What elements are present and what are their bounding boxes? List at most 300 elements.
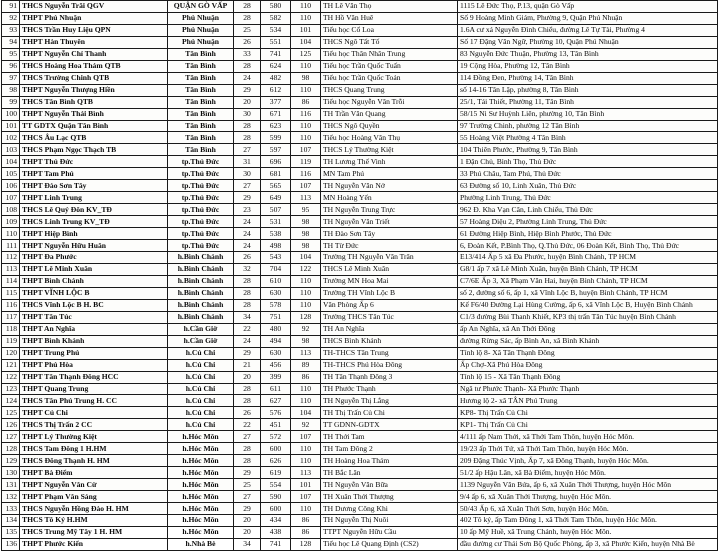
candidates-cell: 451 <box>261 419 291 431</box>
district-cell: h.Hóc Môn <box>168 467 234 479</box>
address-cell: E13/414 Ấp 5 xã Đa Phước, huyện Bình Chánh, TP HCM <box>458 252 718 264</box>
school-name-cell: THPT Lý Thường Kiệt <box>20 431 168 443</box>
exam-site-cell: TH Đào Sơn Tây <box>321 228 458 240</box>
table-row <box>2 443 718 455</box>
candidates-cell: 498 <box>261 240 291 252</box>
staff-cell: 107 <box>291 180 321 192</box>
district-cell: Phú Nhuận <box>168 36 234 48</box>
address-cell: Kế F6/40 Đường Lại Hùng Cường, ấp 6, xã Vĩnh Lộc B, Huyện Bình Chánh <box>458 299 718 311</box>
candidates-cell: 696 <box>261 156 291 168</box>
table-row <box>2 526 718 538</box>
school-name-cell: THPT Đào Sơn Tây <box>20 180 168 192</box>
staff-cell: 110 <box>291 84 321 96</box>
table-row <box>2 419 718 431</box>
candidates-cell: 630 <box>261 347 291 359</box>
staff-cell: 98 <box>291 72 321 84</box>
address-cell: 58/15 Ni Sư Huỳnh Liên, phường 10, Tân Bình <box>458 108 718 120</box>
candidates-cell: 597 <box>261 144 291 156</box>
school-name-cell: THPT Trung Phú <box>20 347 168 359</box>
address-cell: Tỉnh lộ 15 - Xã Tân Thạnh Đông <box>458 371 718 383</box>
address-cell: 962 Đ. Kha Vạn Cân, Linh Chiểu, Thủ Đức <box>458 204 718 216</box>
staff-cell: 98 <box>291 240 321 252</box>
exam-site-cell: TH Thới Tam <box>321 431 458 443</box>
table-row <box>2 228 718 240</box>
school-name-cell: THPT Nguyễn Hữu Huân <box>20 240 168 252</box>
school-name-cell: THCS Lê Quý Đôn KV_TĐ <box>20 204 168 216</box>
rooms-cell: 28 <box>234 275 261 287</box>
rooms-cell: 23 <box>234 204 261 216</box>
school-name-cell: THCS Tô Ký H.HM <box>20 514 168 526</box>
address-cell: C1/3 đường Bùi Thanh Khiết, KP3 thị trấn Tân Túc huyện Bình Chánh <box>458 311 718 323</box>
candidates-cell: 494 <box>261 335 291 347</box>
table-row <box>2 359 718 371</box>
address-cell: Phường Linh Trung, Thủ Đức <box>458 192 718 204</box>
address-cell: 1139 Nguyễn Văn Bứa, ấp 6, xã Xuân Thới Thượng, huyện Hóc Môn <box>458 479 718 491</box>
rooms-cell: 24 <box>234 216 261 228</box>
address-cell: Hương lộ 2- xã TÂN Phú Trung <box>458 395 718 407</box>
row-number-cell: 131 <box>2 479 20 491</box>
candidates-cell: 704 <box>261 263 291 275</box>
rooms-cell: 26 <box>234 36 261 48</box>
table-row <box>2 311 718 323</box>
district-cell: h.Củ Chi <box>168 359 234 371</box>
row-number-cell: 100 <box>2 108 20 120</box>
exam-site-cell: TH Lê Văn Thọ <box>321 1 458 13</box>
staff-cell: 107 <box>291 144 321 156</box>
exam-site-cell: THCS Lý Thường Kiệt <box>321 144 458 156</box>
table-row <box>2 503 718 515</box>
table-row <box>2 96 718 108</box>
district-cell: h.Bình Chánh <box>168 287 234 299</box>
district-cell: Tân Bình <box>168 96 234 108</box>
candidates-cell: 630 <box>261 287 291 299</box>
staff-cell: 116 <box>291 108 321 120</box>
school-name-cell: THPT Nguyễn Thái Bình <box>20 108 168 120</box>
rooms-cell: 29 <box>234 84 261 96</box>
rooms-cell: 24 <box>234 72 261 84</box>
candidates-cell: 580 <box>261 1 291 13</box>
address-cell: KP1- Thị Trấn Củ Chi <box>458 419 718 431</box>
table-row <box>2 48 718 60</box>
row-number-cell: 130 <box>2 467 20 479</box>
rooms-cell: 28 <box>234 132 261 144</box>
table-row <box>2 192 718 204</box>
table-row <box>2 120 718 132</box>
address-cell: 97 Trường Chinh, phường 12 Tân Bình <box>458 120 718 132</box>
staff-cell: 104 <box>291 252 321 264</box>
staff-cell: 125 <box>291 48 321 60</box>
staff-cell: 104 <box>291 36 321 48</box>
rooms-cell: 29 <box>234 467 261 479</box>
school-name-cell: THPT Phú Hòa <box>20 359 168 371</box>
row-number-cell: 124 <box>2 395 20 407</box>
staff-cell: 86 <box>291 371 321 383</box>
school-name-cell: THCS Nguyễn Hồng Đào H. HM <box>20 503 168 515</box>
exam-site-cell: THCS Quang Trung <box>321 84 458 96</box>
rooms-cell: 20 <box>234 526 261 538</box>
row-number-cell: 101 <box>2 120 20 132</box>
candidates-cell: 456 <box>261 359 291 371</box>
address-cell: 6, Đoàn Kết, P.Bình Thọ, Q.Thủ Đức, 06 Đoàn Kết, Bình Thọ, Thủ Đức <box>458 240 718 252</box>
district-cell: h.Hóc Môn <box>168 431 234 443</box>
address-cell: 1115 Lê Đức Thọ, P.13, quận Gò Vấp <box>458 1 718 13</box>
candidates-cell: 627 <box>261 395 291 407</box>
school-name-cell: THPT Phú Nhuận <box>20 12 168 24</box>
address-cell: ấp An Nghĩa, xã An Thới Đông <box>458 323 718 335</box>
exam-site-cell: TH Trần Văn Quang <box>321 108 458 120</box>
district-cell: Tân Bình <box>168 72 234 84</box>
exam-site-cell: THCS Ngô Tất Tố <box>321 36 458 48</box>
district-cell: tp.Thủ Đức <box>168 204 234 216</box>
row-number-cell: 96 <box>2 60 20 72</box>
row-number-cell: 92 <box>2 12 20 24</box>
district-cell: Phú Nhuận <box>168 12 234 24</box>
staff-cell: 107 <box>291 491 321 503</box>
candidates-cell: 482 <box>261 72 291 84</box>
row-number-cell: 129 <box>2 455 20 467</box>
row-number-cell: 134 <box>2 514 20 526</box>
district-cell: h.Củ Chi <box>168 347 234 359</box>
district-cell: Phú Nhuận <box>168 24 234 36</box>
address-cell: 10 ấp Mỹ Huề, xã Trung Chánh, huyện Hóc Môn. <box>458 526 718 538</box>
rooms-cell: 22 <box>234 419 261 431</box>
table-row <box>2 72 718 84</box>
row-number-cell: 118 <box>2 323 20 335</box>
staff-cell: 110 <box>291 503 321 515</box>
table-row <box>2 383 718 395</box>
row-number-cell: 111 <box>2 240 20 252</box>
school-name-cell: THPT Phước Kiển <box>20 538 168 550</box>
candidates-cell: 543 <box>261 252 291 264</box>
row-number-cell: 104 <box>2 156 20 168</box>
table-row <box>2 299 718 311</box>
table-row <box>2 216 718 228</box>
address-cell: 25/1, Tái Thiết, Phường 11, Tân Bình <box>458 96 718 108</box>
row-number-cell: 93 <box>2 24 20 36</box>
rooms-cell: 30 <box>234 108 261 120</box>
row-number-cell: 120 <box>2 347 20 359</box>
row-number-cell: 114 <box>2 275 20 287</box>
school-name-cell: THPT Đa Phước <box>20 252 168 264</box>
district-cell: h.Bình Chánh <box>168 299 234 311</box>
row-number-cell: 123 <box>2 383 20 395</box>
table-row <box>2 24 718 36</box>
rooms-cell: 29 <box>234 192 261 204</box>
rooms-cell: 28 <box>234 383 261 395</box>
school-name-cell: THPT Nguyễn Văn Cừ <box>20 479 168 491</box>
school-name-cell: THPT Nguyễn Thượng Hiền <box>20 84 168 96</box>
row-number-cell: 98 <box>2 84 20 96</box>
district-cell: Tân Bình <box>168 60 234 72</box>
district-cell: tp.Thủ Đức <box>168 168 234 180</box>
school-name-cell: THPT Bình Chánh <box>20 275 168 287</box>
address-cell: Ấp Chợ-Xã Phú Hòa Đông <box>458 359 718 371</box>
district-cell: Tân Bình <box>168 144 234 156</box>
row-number-cell: 110 <box>2 228 20 240</box>
exam-site-cell: TH Từ Đức <box>321 240 458 252</box>
table-row <box>2 514 718 526</box>
row-number-cell: 125 <box>2 407 20 419</box>
rooms-cell: 28 <box>234 395 261 407</box>
exam-site-cell: TH-THCS Tân Trung <box>321 347 458 359</box>
rooms-cell: 28 <box>234 299 261 311</box>
school-name-cell: THPT VĨNH LỘC B <box>20 287 168 299</box>
school-name-cell: THPT Thủ Đức <box>20 156 168 168</box>
staff-cell: 122 <box>291 263 321 275</box>
school-name-cell: TT GDTX Quận Tân Bình <box>20 120 168 132</box>
candidates-cell: 434 <box>261 514 291 526</box>
staff-cell: 86 <box>291 96 321 108</box>
district-cell: h.Củ Chi <box>168 383 234 395</box>
address-cell: 63 Đường số 10, Linh Xuân, Thủ Đức <box>458 180 718 192</box>
district-cell: tp.Thủ Đức <box>168 240 234 252</box>
row-number-cell: 133 <box>2 503 20 515</box>
table-row <box>2 467 718 479</box>
table-row <box>2 479 718 491</box>
exam-site-cell: TH Thị Trấn Củ Chi <box>321 407 458 419</box>
table-row <box>2 12 718 24</box>
row-number-cell: 103 <box>2 144 20 156</box>
staff-cell: 95 <box>291 204 321 216</box>
exam-site-cell: TTPT Nguyễn Hữu Cầu <box>321 526 458 538</box>
exam-site-cell: TT GDNN-GDTX <box>321 419 458 431</box>
table-row <box>2 323 718 335</box>
row-number-cell: 107 <box>2 192 20 204</box>
school-name-cell: THCS Nguyễn Trãi QGV <box>20 1 168 13</box>
school-name-cell: THPT Linh Trung <box>20 192 168 204</box>
staff-cell: 116 <box>291 168 321 180</box>
row-number-cell: 105 <box>2 168 20 180</box>
table-row <box>2 347 718 359</box>
staff-cell: 110 <box>291 60 321 72</box>
rooms-cell: 27 <box>234 431 261 443</box>
candidates-cell: 626 <box>261 455 291 467</box>
address-cell: G8/1 ấp 7 xã Lê Minh Xuân, huyện Bình Chánh, TP HCM <box>458 263 718 275</box>
candidates-cell: 565 <box>261 180 291 192</box>
staff-cell: 110 <box>291 395 321 407</box>
exam-site-cell: TH Phước Thạnh <box>321 383 458 395</box>
district-cell: h.Bình Chánh <box>168 311 234 323</box>
district-cell: Tân Bình <box>168 48 234 60</box>
table-row <box>2 108 718 120</box>
staff-cell: 101 <box>291 479 321 491</box>
candidates-cell: 649 <box>261 192 291 204</box>
district-cell: Tân Bình <box>168 84 234 96</box>
table-row <box>2 240 718 252</box>
candidates-cell: 551 <box>261 36 291 48</box>
exam-site-cell: TH Nguyễn Văn Bữa <box>321 479 458 491</box>
rooms-cell: 28 <box>234 1 261 13</box>
district-cell: h.Củ Chi <box>168 395 234 407</box>
candidates-cell: 554 <box>261 479 291 491</box>
school-name-cell: THCS Thị Trấn 2 CC <box>20 419 168 431</box>
staff-cell: 98 <box>291 335 321 347</box>
rooms-cell: 29 <box>234 347 261 359</box>
district-cell: h.Hóc Môn <box>168 443 234 455</box>
table-row <box>2 335 718 347</box>
district-cell: h.Cần Giờ <box>168 335 234 347</box>
exam-site-cell: THCS Ngô Quyền <box>321 120 458 132</box>
row-number-cell: 116 <box>2 299 20 311</box>
district-cell: tp.Thủ Đức <box>168 156 234 168</box>
row-number-cell: 119 <box>2 335 20 347</box>
exam-site-cell: TH-THCS Phú Hòa Đông <box>321 359 458 371</box>
candidates-cell: 507 <box>261 204 291 216</box>
rooms-cell: 24 <box>234 228 261 240</box>
row-number-cell: 122 <box>2 371 20 383</box>
candidates-cell: 531 <box>261 216 291 228</box>
exam-site-cell: TH Dương Công Khi <box>321 503 458 515</box>
candidates-cell: 538 <box>261 228 291 240</box>
row-number-cell: 117 <box>2 311 20 323</box>
staff-cell: 119 <box>291 156 321 168</box>
staff-cell: 110 <box>291 275 321 287</box>
table-row <box>2 60 718 72</box>
district-cell: h.Nhà Bè <box>168 538 234 550</box>
candidates-cell: 611 <box>261 383 291 395</box>
exam-site-cell: TH Xuân Thới Thượng <box>321 491 458 503</box>
school-list-table <box>1 0 718 551</box>
school-name-cell: THPT Hàn Thuyên <box>20 36 168 48</box>
exam-site-cell: THCS Bình Khánh <box>321 335 458 347</box>
district-cell: Tân Bình <box>168 132 234 144</box>
exam-site-cell: MN Tam Phú <box>321 168 458 180</box>
exam-site-cell: TH Tam Đông 2 <box>321 443 458 455</box>
staff-cell: 110 <box>291 443 321 455</box>
candidates-cell: 751 <box>261 311 291 323</box>
school-name-cell: THCS Hoàng Hoa Thám QTB <box>20 60 168 72</box>
district-cell: QUẬN GÒ VẤP <box>168 1 234 13</box>
address-cell: 1.6A cư xá Nguyễn Đình Chiểu, đường Lê Tự Tài, Phường 4 <box>458 24 718 36</box>
district-cell: h.Hóc Môn <box>168 455 234 467</box>
rooms-cell: 27 <box>234 180 261 192</box>
staff-cell: 113 <box>291 192 321 204</box>
rooms-cell: 27 <box>234 144 261 156</box>
address-cell: số 14-16 Tân Lập, phường 8, Tân Bình <box>458 84 718 96</box>
candidates-cell: 610 <box>261 275 291 287</box>
address-cell: Tỉnh lộ 8- Xã Tân Thạnh Đông <box>458 347 718 359</box>
row-number-cell: 132 <box>2 491 20 503</box>
row-number-cell: 127 <box>2 431 20 443</box>
address-cell: KP8- Thị Trấn Củ Chi <box>458 407 718 419</box>
rooms-cell: 31 <box>234 156 261 168</box>
row-number-cell: 106 <box>2 180 20 192</box>
row-number-cell: 91 <box>2 1 20 13</box>
exam-site-cell: TH Nguyễn Văn Triết <box>321 216 458 228</box>
district-cell: tp.Thủ Đức <box>168 228 234 240</box>
staff-cell: 113 <box>291 347 321 359</box>
staff-cell: 104 <box>291 407 321 419</box>
address-cell: đường Rừng Sác, ấp Bình An, xã Bình Khánh <box>458 335 718 347</box>
candidates-cell: 681 <box>261 168 291 180</box>
staff-cell: 128 <box>291 538 321 550</box>
exam-site-cell: TH Nguyễn Thị Lắng <box>321 395 458 407</box>
rooms-cell: 21 <box>234 359 261 371</box>
staff-cell: 98 <box>291 216 321 228</box>
rooms-cell: 20 <box>234 514 261 526</box>
address-cell: 4/111 ấp Nam Thới, xã Thới Tam Thôn, huyện Hóc Môn. <box>458 431 718 443</box>
exam-site-cell: Tiểu học Lê Quang Định (CS2) <box>321 538 458 550</box>
district-cell: h.Củ Chi <box>168 407 234 419</box>
staff-cell: 107 <box>291 431 321 443</box>
candidates-cell: 619 <box>261 467 291 479</box>
table-row <box>2 156 718 168</box>
staff-cell: 92 <box>291 323 321 335</box>
address-cell: đầu đường cư Thái Sơn Bộ Quốc Phòng, ấp 3, xã Phước Kiển, huyện Nhà Bè <box>458 538 718 550</box>
exam-site-cell: Trường MN Hoa Mai <box>321 275 458 287</box>
school-name-cell: THPT Củ Chi <box>20 407 168 419</box>
staff-cell: 98 <box>291 228 321 240</box>
school-name-cell: THCS Linh Trung KV_TĐ <box>20 216 168 228</box>
row-number-cell: 115 <box>2 287 20 299</box>
address-cell: Số 9 Hoàng Minh Giám, Phường 9, Quận Phú Nhuận <box>458 12 718 24</box>
school-name-cell: THCS Âu Lạc QTB <box>20 132 168 144</box>
candidates-cell: 671 <box>261 108 291 120</box>
row-number-cell: 108 <box>2 204 20 216</box>
rooms-cell: 25 <box>234 479 261 491</box>
candidates-cell: 582 <box>261 12 291 24</box>
candidates-cell: 623 <box>261 120 291 132</box>
table-row <box>2 263 718 275</box>
candidates-cell: 741 <box>261 48 291 60</box>
table-row <box>2 455 718 467</box>
staff-cell: 86 <box>291 514 321 526</box>
address-cell: 209 Đặng Thúc Vịnh, Ấp 7, xã Đông Thạnh, huyện Hóc Môn. <box>458 455 718 467</box>
district-cell: Tân Bình <box>168 108 234 120</box>
table-row <box>2 204 718 216</box>
exam-site-cell: TH Lương Thế Vinh <box>321 156 458 168</box>
district-cell: Tân Bình <box>168 120 234 132</box>
staff-cell: 110 <box>291 12 321 24</box>
exam-site-cell: Tiểu học Thân Nhân Trung <box>321 48 458 60</box>
address-cell: 19 Cộng Hòa, Phường 12, Tân Bình <box>458 60 718 72</box>
district-cell: h.Hóc Môn <box>168 526 234 538</box>
candidates-cell: 480 <box>261 323 291 335</box>
row-number-cell: 128 <box>2 443 20 455</box>
school-name-cell: THCS Tam Đông 1 H.HM <box>20 443 168 455</box>
rooms-cell: 34 <box>234 538 261 550</box>
table-row <box>2 431 718 443</box>
address-cell: 51/2 ấp Hậu Lân, xã Bà Điểm, huyện Hóc Môn. <box>458 467 718 479</box>
exam-site-cell: Tiểu học Trần Quốc Toản <box>321 72 458 84</box>
rooms-cell: 25 <box>234 24 261 36</box>
rooms-cell: 24 <box>234 240 261 252</box>
candidates-cell: 534 <box>261 24 291 36</box>
address-cell: 104 Thiên Phước, Phường 9, Tân Bình <box>458 144 718 156</box>
row-number-cell: 121 <box>2 359 20 371</box>
rooms-cell: 28 <box>234 120 261 132</box>
address-cell: 9/4 ấp 6, xã Xuân Thới Thượng, huyện Hóc Môn. <box>458 491 718 503</box>
district-cell: h.Hóc Môn <box>168 479 234 491</box>
exam-site-cell: Văn Phòng Ấp 6 <box>321 299 458 311</box>
address-cell: 50/43 Ấp 6, xã Xuân Thới Sơn, huyện Hóc Môn. <box>458 503 718 515</box>
exam-site-cell: TH Nguyễn Thị Nuôi <box>321 514 458 526</box>
candidates-cell: 600 <box>261 503 291 515</box>
district-cell: tp.Thủ Đức <box>168 180 234 192</box>
staff-cell: 110 <box>291 287 321 299</box>
school-name-cell: THCS Trường Chinh QTB <box>20 72 168 84</box>
row-number-cell: 136 <box>2 538 20 550</box>
table-row <box>2 491 718 503</box>
school-name-cell: THPT Bà Điểm <box>20 467 168 479</box>
address-cell: 83 Nguyễn Đức Thuận, Phường 13, Tân Bình <box>458 48 718 60</box>
school-name-cell: THCS Đông Thạnh H. HM <box>20 455 168 467</box>
address-cell: 57 Hoàng Diệu 2, Phường Linh Trung, Thủ Đức <box>458 216 718 228</box>
table-row <box>2 407 718 419</box>
exam-site-cell: TH Bắc Lân <box>321 467 458 479</box>
table-row <box>2 395 718 407</box>
school-name-cell: THPT Tam Phú <box>20 168 168 180</box>
